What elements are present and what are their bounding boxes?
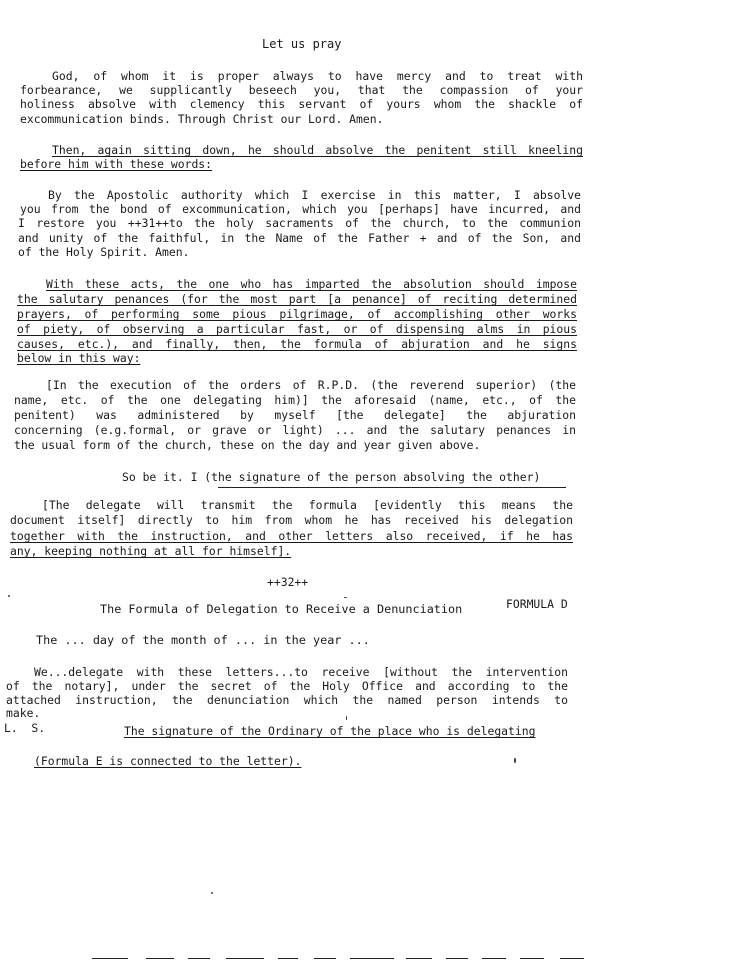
scan-speck <box>514 758 516 763</box>
execution-line: penitent) was administered by myself [the delegate] the abjuration <box>14 408 576 422</box>
dash <box>92 958 128 959</box>
signature-underline <box>218 487 566 488</box>
formula-title: The Formula of Delegation to Receive a Denunciation <box>100 602 463 616</box>
instruction-line: below in this way: <box>17 351 141 365</box>
transmit-line: [The delegate will transmit the formula [evidently this means the <box>42 498 573 512</box>
dash <box>520 958 544 959</box>
scan-speck <box>211 892 213 894</box>
dash <box>226 958 264 959</box>
prayer-line: God, of whom it is proper always to have mercy and to treat with <box>52 69 583 83</box>
dash <box>406 958 432 959</box>
execution-line: [In the execution of the orders of R.P.D. (the reverend superior) (the <box>46 378 576 392</box>
execution-line: name, etc. of the one delegating him)] the aforesaid (name, etc., of the <box>14 393 576 407</box>
absolution-line: I restore you ++31++to the holy sacraments of the church, to the communion <box>18 216 581 230</box>
instruction-line: the salutary penances (for the most part [a penance] of reciting determined <box>17 292 577 306</box>
instruction-line: causes, etc.), and finally, then, the formula of abjuration and he signs <box>17 337 577 351</box>
execution-line: concerning (e.g.formal, or grave or light) ... and the salutary penances in <box>14 423 576 437</box>
transmit-line: document itself] directly to him from whom he has received his delegation <box>10 513 573 527</box>
scan-speck <box>8 595 10 597</box>
seal-mark: L. S. <box>4 721 46 735</box>
ordinary-signature: The signature of the Ordinary of the place who is delegating <box>124 724 536 738</box>
dash <box>446 958 468 959</box>
prayer-line: excommunication binds. Through Christ our Lord. Amen. <box>20 112 384 126</box>
absolution-line: you from the bond of excommunication, which you [perhaps] have incurred, and <box>20 202 581 216</box>
dash <box>314 958 336 959</box>
formula-label: FORMULA D <box>506 597 568 611</box>
dash <box>278 958 298 959</box>
dash <box>560 958 584 959</box>
absolver-signature-line: So be it. I (the signature of the person absolving the other) <box>122 470 541 484</box>
absolution-line: By the Apostolic authority which I exercise in this matter, I absolve <box>48 188 581 202</box>
dash <box>350 958 394 959</box>
instruction-line: Then, again sitting down, he should absolve the penitent still kneeling <box>52 143 583 157</box>
formula-e-note: (Formula E is connected to the letter). <box>34 754 302 768</box>
transmit-line: any, keeping nothing at all for himself]. <box>10 544 292 558</box>
dash <box>482 958 506 959</box>
instruction-line: With these acts, the one who has imparted the absolution should impose <box>46 277 577 291</box>
delegation-line: make. <box>6 706 41 720</box>
transmit-line: together with the instruction, and other letters also received, if he has <box>10 529 573 543</box>
delegation-line: of the notary], under the secret of the Holy Office and according to the <box>6 679 568 693</box>
execution-line: the usual form of the church, these on the day and year given above. <box>14 438 481 452</box>
scan-speck <box>346 716 347 720</box>
absolution-line: and unity of the faithful, in the Name of the Father + and of the Son, and <box>18 231 581 245</box>
date-line: The ... day of the month of ... in the year ... <box>36 633 370 647</box>
instruction-line: of piety, of observing a particular fast, or of dispensing alms in pious <box>17 322 577 336</box>
dash <box>146 958 174 959</box>
instruction-line: prayers, of performing some pious pilgrimage, of accomplishing other works <box>17 307 577 321</box>
delegation-line: attached instruction, the denunciation which the named person intends to <box>6 693 568 707</box>
delegation-line: We...delegate with these letters...to receive [without the intervention <box>34 665 568 679</box>
instruction-line: before him with these words: <box>20 157 213 171</box>
prayer-line: holiness absolve with clemency this servant of yours whom the shackle of <box>20 97 583 111</box>
dash <box>188 958 210 959</box>
scan-speck <box>344 597 347 598</box>
page-heading: Let us pray <box>262 37 342 51</box>
prayer-line: forbearance, we supplicantly beseech you, that the compassion of your <box>20 83 583 97</box>
page-marker: ++32++ <box>267 575 309 589</box>
absolution-line: of the Holy Spirit. Amen. <box>18 245 190 259</box>
